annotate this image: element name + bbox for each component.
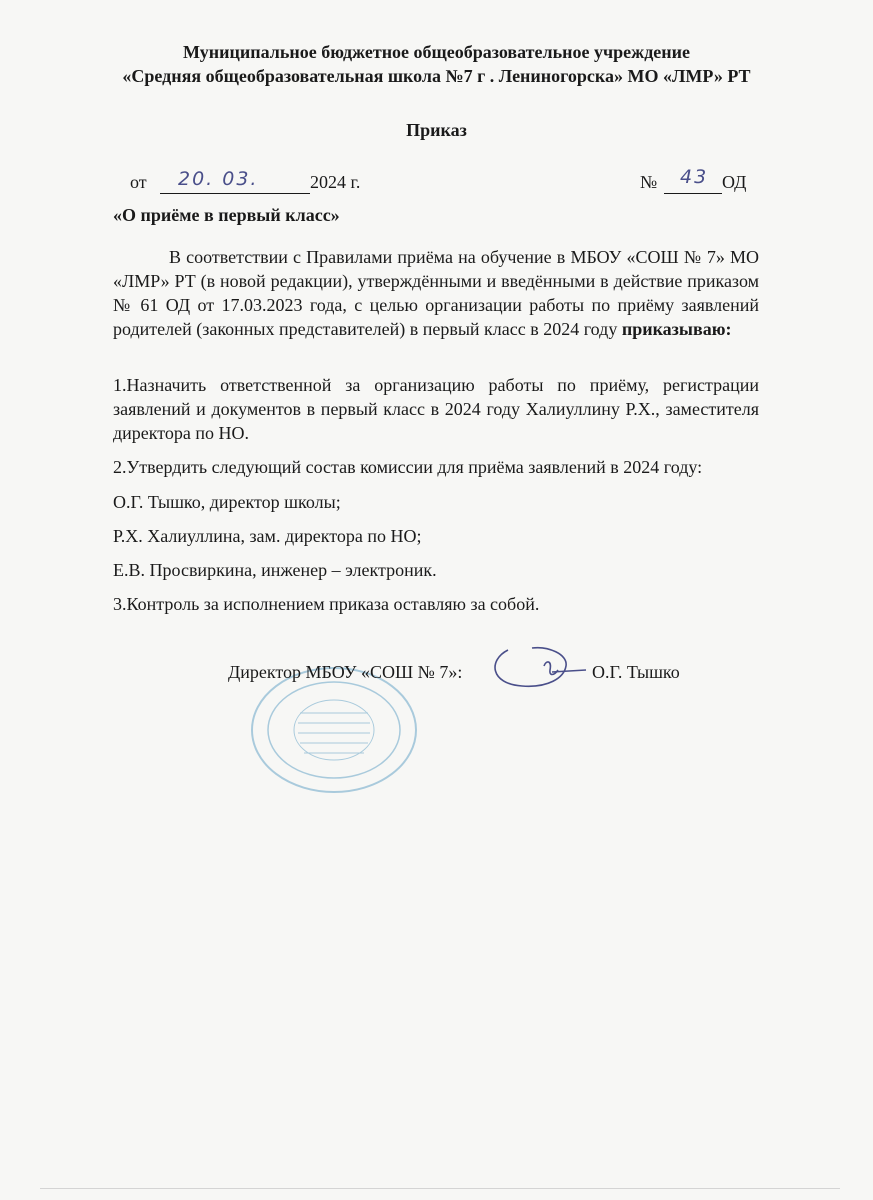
order-item-1: 1.Назначить ответственной за организацию работы по приёму, регистрации заявлений и документов в первый класс в 2024 году Халиуллину Р.Х., заместителя директора по НО. — [113, 375, 759, 443]
institution-name-line1: Муниципальное бюджетное общеобразовательное учреждение — [182, 42, 691, 62]
signature-title: Директор МБОУ «СОШ № 7»: — [228, 662, 463, 682]
order-word: приказываю: — [621, 319, 732, 339]
order-number-prefix: № — [640, 172, 658, 192]
handwritten-number: 43 — [680, 166, 709, 188]
order-subject: «О приёме в первый класс» — [113, 205, 340, 225]
commission-member-2: Р.Х. Халиуллина, зам. директора по НО; — [113, 526, 422, 546]
date-prefix: от — [130, 172, 147, 192]
preamble-paragraph — [113, 245, 759, 341]
number-underline — [664, 193, 722, 194]
date-year: 2024 г. — [310, 172, 361, 192]
preamble-text: В соответствии с Правилами приёма на обучение в МБОУ «СОШ № 7» МО «ЛМР» РТ (в новой редакции), утверждёнными и введёнными в действие приказом № 61 ОД от 17.03.2023 года, с целью организации работы по приёму заявлений родителей (законных представителей) в первый класс в 2024 году — [113, 247, 759, 339]
order-item-2: 2.Утвердить следующий состав комиссии для приёма заявлений в 2024 году: — [113, 457, 703, 477]
commission-member-1: О.Г. Тышко, директор школы; — [113, 492, 341, 512]
commission-member-3: Е.В. Просвиркина, инженер – электроник. — [113, 560, 437, 580]
director-name: О.Г. Тышко — [592, 662, 680, 682]
order-number-suffix: ОД — [722, 172, 747, 192]
school-seal-stamp — [248, 665, 420, 795]
document-title: Приказ — [406, 120, 467, 140]
date-underline — [160, 193, 310, 194]
scan-bottom-edge — [40, 1188, 840, 1189]
order-item-3: 3.Контроль за исполнением приказа оставляю за собой. — [113, 594, 540, 614]
institution-name-line2: «Средняя общеобразовательная школа №7 г . Лениногорска» МО «ЛМР» РТ — [122, 66, 751, 86]
handwritten-signature — [488, 640, 588, 692]
handwritten-date: 20. 03. — [178, 168, 259, 190]
